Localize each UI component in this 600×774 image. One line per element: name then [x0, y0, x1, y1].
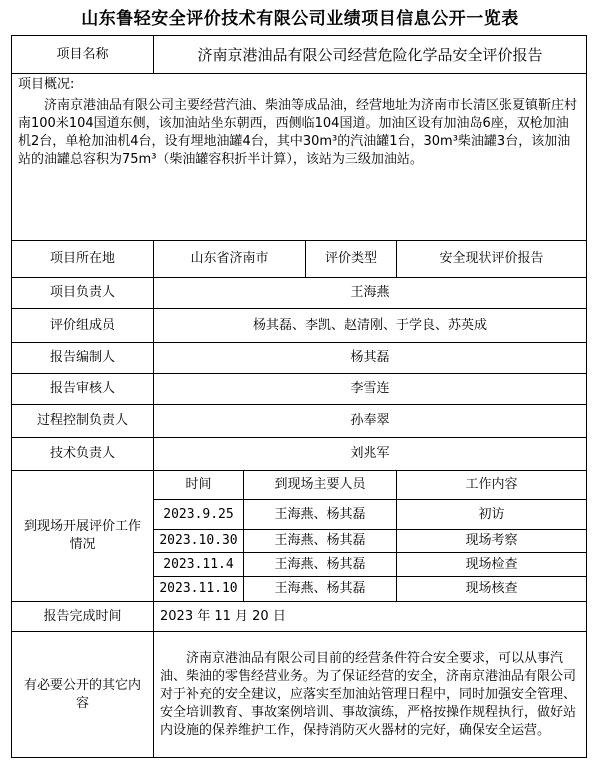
page-title: 山东鲁轻安全评价技术有限公司业绩项目信息公开一览表	[81, 9, 519, 29]
project-name-label: 项目名称	[12, 36, 154, 74]
site-work-label: 到现场开展评价工作情况	[12, 471, 154, 602]
row-other	[12, 632, 587, 758]
report-author-label: 报告编制人	[12, 343, 154, 374]
project-leader-value: 王海燕	[154, 278, 587, 309]
site-work-date: 2023.9.25	[154, 500, 244, 530]
eval-type-value: 安全现状评价报告	[397, 241, 587, 278]
completion-value: 2023 年 11 月 20 日	[154, 602, 587, 632]
site-work-content: 现场核查	[397, 577, 587, 602]
row-location	[12, 241, 587, 278]
row-project-leader	[12, 278, 587, 309]
site-work-people: 王海燕、杨其磊	[244, 530, 397, 553]
project-name-value: 济南京港油品有限公司经营危险化学品安全评价报告	[154, 36, 587, 74]
tech-leader-label: 技术负责人	[12, 438, 154, 471]
team-members-value: 杨其磊、李凯、赵清刚、于学良、苏英成	[154, 309, 587, 343]
process-control-label: 过程控制负责人	[12, 405, 154, 438]
site-work-people: 王海燕、杨其磊	[244, 577, 397, 602]
site-work-date: 2023.11.4	[154, 553, 244, 577]
site-work-content: 现场考察	[397, 530, 587, 553]
other-text: 济南京港油品有限公司目前的经营条件符合安全要求，可以从事汽油、柴油的零售经营业务。为了保证经营的安全，济南京港油品有限公司对于补充的安全建议，应落实至加油站管理日程中，同时加强安全管理、安全培训教育、事故案例培训、事故演练，严格按操作规程执行，做好站内设施的保养维护工作，保持消防灭火器材的完好，确保安全运营。	[160, 650, 577, 738]
overview-cell	[12, 74, 587, 241]
row-tech-leader	[12, 438, 587, 471]
report-author-value: 杨其磊	[154, 343, 587, 374]
team-members-label: 评价组成员	[12, 309, 154, 343]
site-work-content: 初访	[397, 500, 587, 530]
site-work-header-content: 工作内容	[397, 471, 587, 500]
eval-type-label: 评价类型	[306, 241, 397, 278]
row-report-reviewer	[12, 374, 587, 405]
site-work-people: 王海燕、杨其磊	[244, 553, 397, 577]
site-work-people: 王海燕、杨其磊	[244, 500, 397, 530]
site-work-header-time: 时间	[154, 471, 244, 500]
location-label: 项目所在地	[12, 241, 154, 278]
tech-leader-value: 刘兆军	[154, 438, 587, 471]
location-value: 山东省济南市	[154, 241, 306, 278]
overview-label: 项目概况:	[18, 77, 75, 92]
site-work-date: 2023.11.10	[154, 577, 244, 602]
row-overview	[12, 74, 587, 241]
report-reviewer-label: 报告审核人	[12, 374, 154, 405]
overview-text: 济南京港油品有限公司主要经营汽油、柴油等成品油，经营地址为济南市长清区张夏镇靳庄村南100米104国道东侧，该加油站坐东朝西，西侧临104国道。加油区设有加油岛6座，双枪加油机2台，单枪加油机4台，设有埋地油罐4台，其中30m³的汽油罐1台，30m³柴油罐3台，该加油站的油罐总容积为75m³（柴油罐容积折半计算），该站为三级加油站。	[18, 98, 578, 167]
row-team-members	[12, 309, 587, 343]
process-control-value: 孙奉翠	[154, 405, 587, 438]
site-work-content: 现场检查	[397, 553, 587, 577]
completion-label: 报告完成时间	[12, 602, 154, 632]
row-project-name	[12, 36, 587, 74]
site-work-header-people: 到现场主要人员	[244, 471, 397, 500]
other-cell	[154, 632, 587, 758]
row-process-control	[12, 405, 587, 438]
row-report-author	[12, 343, 587, 374]
report-reviewer-value: 李雪连	[154, 374, 587, 405]
row-completion	[12, 602, 587, 632]
project-leader-label: 项目负责人	[12, 278, 154, 309]
other-label: 有必要公开的其它内容	[12, 632, 154, 758]
site-work-date: 2023.10.30	[154, 530, 244, 553]
site-work-header-row	[12, 471, 587, 500]
info-table	[11, 35, 587, 758]
